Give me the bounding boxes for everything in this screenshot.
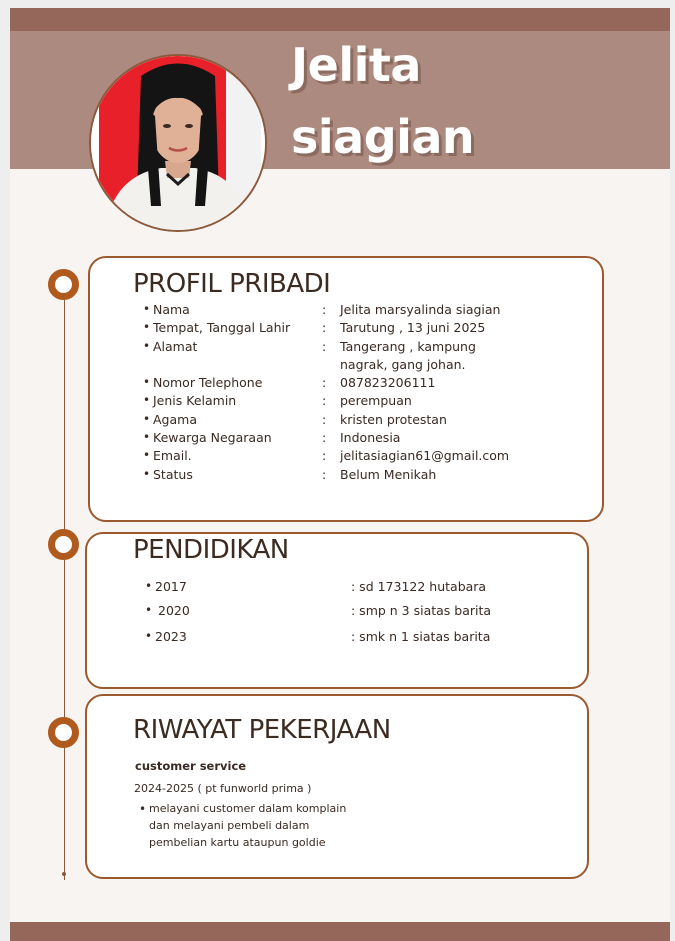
name-first: Jelita [291, 38, 421, 92]
work-card [85, 694, 589, 879]
profile-value: Indonesia [340, 430, 401, 445]
profile-row: • Nama [143, 302, 190, 317]
education-year: • 2020 [145, 603, 190, 618]
profile-label: Agama [153, 412, 197, 427]
profile-colon: : [322, 320, 327, 335]
profile-label: Kewarga Negaraan [153, 430, 272, 445]
profile-colon: : [322, 467, 327, 482]
profile-value: jelitasiagian61@gmail.com [340, 448, 510, 463]
profile-label: Alamat [153, 339, 198, 354]
profile-value: Jelita marsyalinda siagian [340, 302, 501, 317]
timeline-line [64, 300, 65, 880]
profile-label: Tempat, Tanggal Lahir [153, 320, 291, 335]
profile-colon: : [322, 412, 327, 427]
education-school: : smk n 1 siatas barita [351, 629, 491, 644]
profile-value-line2: nagrak, gang johan. [340, 357, 466, 372]
top-bar [10, 8, 670, 31]
profile-label: Email. [153, 448, 192, 463]
profile-row: • Alamat [143, 339, 198, 354]
profile-colon: : [322, 448, 327, 463]
profile-row: • Email. [143, 448, 192, 463]
profile-row: • Kewarga Negaraan [143, 430, 272, 445]
education-school: : smp n 3 siatas barita [351, 603, 492, 618]
profile-photo [89, 54, 267, 232]
profile-value: 087823206111 [340, 375, 436, 390]
profile-value: perempuan [340, 393, 412, 408]
education-school: : sd 173122 hutabara [351, 579, 487, 594]
profile-title: PROFIL PRIBADI [133, 269, 331, 299]
profile-row: • Nomor Telephone [143, 375, 263, 390]
profile-row: • Status [143, 467, 193, 482]
work-desc-line: dan melayani pembeli dalam [149, 819, 310, 832]
profile-colon: : [322, 339, 327, 354]
profile-label: Jenis Kelamin [153, 393, 237, 408]
profile-value: Tangerang , kampung [340, 339, 476, 354]
work-position: customer service [135, 759, 247, 773]
cv-page [10, 8, 670, 941]
education-year: • 2023 [145, 629, 187, 644]
work-desc-line: pembelian kartu ataupun goldie [149, 836, 326, 849]
profile-label: Status [153, 467, 193, 482]
profile-row: • Tempat, Tanggal Lahir [143, 320, 291, 335]
profile-card [88, 256, 604, 522]
work-title: RIWAYAT PEKERJAAN [133, 715, 391, 745]
profile-colon: : [322, 375, 327, 390]
profile-row: • Jenis Kelamin [143, 393, 237, 408]
timeline-end-dot [62, 872, 66, 876]
profile-colon: : [322, 430, 327, 445]
profile-colon: : [322, 393, 327, 408]
profile-value: Belum Menikah [340, 467, 437, 482]
work-period: 2024-2025 ( pt funworld prima ) [134, 782, 312, 795]
profile-row: • Agama [143, 412, 197, 427]
profile-value: kristen protestan [340, 412, 447, 427]
profile-colon: : [322, 302, 327, 317]
education-title: PENDIDIKAN [133, 535, 289, 565]
timeline-dot-education [48, 529, 79, 560]
work-desc-line: • melayani customer dalam komplain [139, 802, 347, 816]
profile-value: Tarutung , 13 juni 2025 [340, 320, 486, 335]
bottom-bar [10, 922, 670, 941]
profile-label: Nama [153, 302, 190, 317]
portrait-image [91, 56, 265, 230]
education-card [85, 532, 589, 689]
timeline-dot-work [48, 717, 79, 748]
name-last: siagian [291, 110, 475, 164]
education-year: • 2017 [145, 579, 187, 594]
profile-label: Nomor Telephone [153, 375, 263, 390]
timeline-dot-profile [48, 269, 79, 300]
